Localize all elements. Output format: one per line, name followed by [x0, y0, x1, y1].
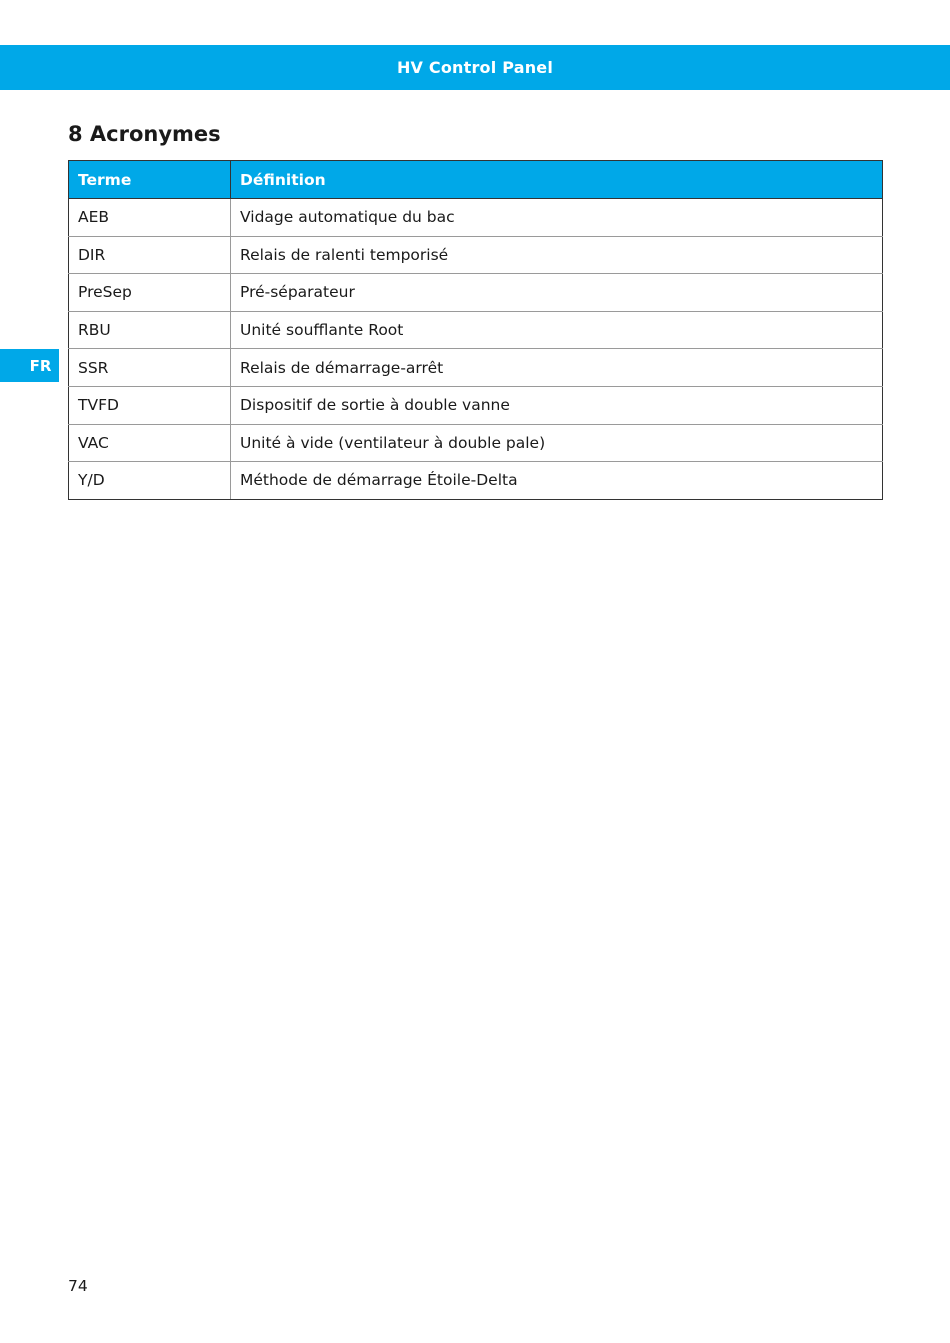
term-cell: Y/D	[69, 462, 231, 500]
term-cell: TVFD	[69, 386, 231, 424]
table-header-row	[69, 161, 883, 199]
table-row	[69, 199, 883, 237]
section-title: 8 Acronymes	[68, 122, 221, 146]
header-bar	[0, 45, 950, 90]
table-row	[69, 274, 883, 312]
column-header-term: Terme	[69, 161, 231, 199]
definition-cell: Relais de démarrage-arrêt	[231, 349, 883, 387]
table-row	[69, 424, 883, 462]
table-row	[69, 349, 883, 387]
table-row	[69, 462, 883, 500]
term-cell: VAC	[69, 424, 231, 462]
language-tab-label: FR	[29, 356, 52, 375]
definition-cell: Pré-séparateur	[231, 274, 883, 312]
term-cell: SSR	[69, 349, 231, 387]
definition-cell: Méthode de démarrage Étoile-Delta	[231, 462, 883, 500]
table-body	[69, 199, 883, 500]
table-row	[69, 236, 883, 274]
definition-cell: Relais de ralenti temporisé	[231, 236, 883, 274]
definition-cell: Vidage automatique du bac	[231, 199, 883, 237]
term-cell: RBU	[69, 311, 231, 349]
term-cell: PreSep	[69, 274, 231, 312]
definition-cell: Dispositif de sortie à double vanne	[231, 386, 883, 424]
column-header-definition: Définition	[231, 161, 883, 199]
document-title: HV Control Panel	[396, 58, 554, 77]
definition-cell: Unité soufflante Root	[231, 311, 883, 349]
table-row	[69, 311, 883, 349]
page-number: 74	[68, 1277, 88, 1295]
table-header	[69, 161, 883, 199]
term-cell: AEB	[69, 199, 231, 237]
language-tab	[0, 349, 59, 382]
table-row	[69, 386, 883, 424]
acronyms-table	[68, 160, 883, 500]
term-cell: DIR	[69, 236, 231, 274]
definition-cell: Unité à vide (ventilateur à double pale)	[231, 424, 883, 462]
